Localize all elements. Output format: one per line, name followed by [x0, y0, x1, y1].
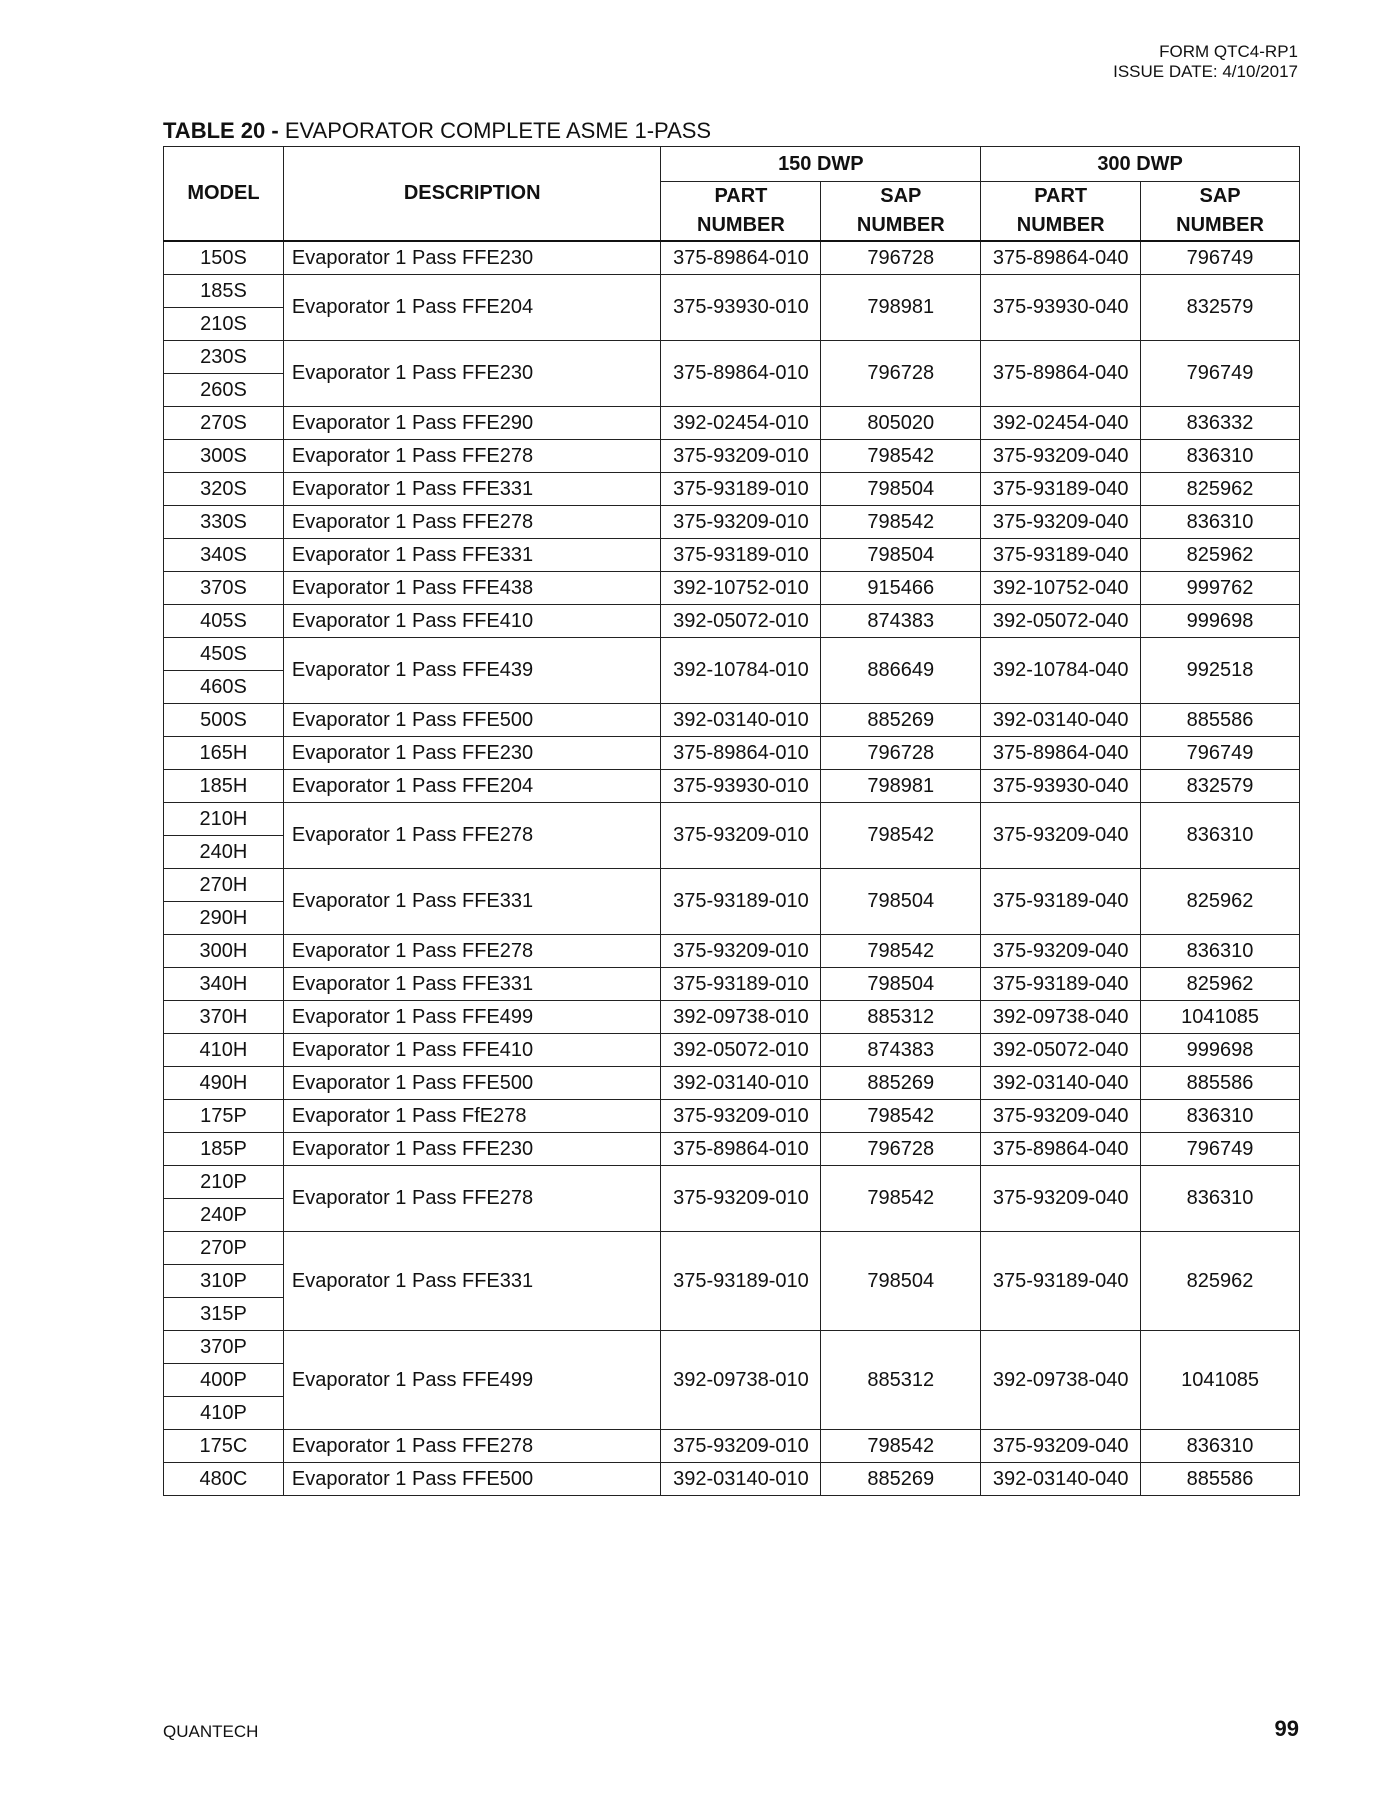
number-label: NUMBER — [697, 214, 785, 236]
part-number-150-cell: 375-93209-010 — [661, 1100, 821, 1133]
description-cell: Evaporator 1 Pass FFE500 — [283, 1463, 661, 1496]
part-number-300-cell: 375-89864-040 — [981, 341, 1141, 407]
model-cell: 210S — [164, 308, 284, 341]
part-number-300-cell: 392-10752-040 — [981, 572, 1141, 605]
table-row — [164, 638, 1300, 671]
sap-number-300-cell: 836310 — [1141, 1100, 1300, 1133]
sap-label: SAP — [880, 185, 922, 207]
model-cell: 270P — [164, 1232, 284, 1265]
sap-number-150-cell: 798504 — [821, 1232, 981, 1331]
part-number-300-cell: 375-93209-040 — [981, 1166, 1141, 1232]
table-row — [164, 1331, 1300, 1364]
sap-number-150-cell: 885312 — [821, 1001, 981, 1034]
page-number: 99 — [1274, 1716, 1299, 1741]
sap-number-150-cell: 798504 — [821, 473, 981, 506]
part-number-150-cell: 375-93209-010 — [661, 1430, 821, 1463]
sap-number-150-header — [821, 182, 981, 242]
description-header: DESCRIPTION — [283, 147, 661, 242]
table-row — [164, 275, 1300, 308]
form-number: FORM QTC4-RP1 — [1159, 42, 1298, 61]
model-cell: 230S — [164, 341, 284, 374]
part-number-150-cell: 375-93189-010 — [661, 539, 821, 572]
page-header — [1113, 42, 1298, 82]
dwp-150-header: 150 DWP — [661, 147, 981, 182]
sap-number-300-cell: 825962 — [1141, 869, 1300, 935]
part-number-150-cell: 375-93189-010 — [661, 869, 821, 935]
part-label: PART — [1034, 185, 1088, 207]
part-label: PART — [714, 185, 768, 207]
sap-number-150-cell: 874383 — [821, 605, 981, 638]
sap-number-150-cell: 798542 — [821, 506, 981, 539]
number-label: NUMBER — [1176, 214, 1264, 236]
table-row — [164, 473, 1300, 506]
issue-date: ISSUE DATE: 4/10/2017 — [1113, 62, 1298, 81]
sap-number-150-cell: 915466 — [821, 572, 981, 605]
sap-number-150-cell: 885269 — [821, 1463, 981, 1496]
table-row — [164, 1232, 1300, 1265]
sap-number-150-cell: 798542 — [821, 1430, 981, 1463]
description-cell: Evaporator 1 Pass FFE230 — [283, 1133, 661, 1166]
sap-number-300-cell: 885586 — [1141, 1463, 1300, 1496]
part-number-150-cell: 375-89864-010 — [661, 341, 821, 407]
sap-number-150-cell: 798504 — [821, 869, 981, 935]
table-row — [164, 407, 1300, 440]
part-number-300-cell: 375-93189-040 — [981, 968, 1141, 1001]
model-cell: 270S — [164, 407, 284, 440]
model-cell: 240P — [164, 1199, 284, 1232]
sap-number-150-cell: 796728 — [821, 241, 981, 275]
table-row — [164, 737, 1300, 770]
model-cell: 240H — [164, 836, 284, 869]
part-number-150-cell: 375-89864-010 — [661, 241, 821, 275]
description-cell: Evaporator 1 Pass FFE278 — [283, 440, 661, 473]
sap-number-300-cell: 999698 — [1141, 605, 1300, 638]
description-cell: Evaporator 1 Pass FFE331 — [283, 539, 661, 572]
sap-number-150-cell: 874383 — [821, 1034, 981, 1067]
sap-label: SAP — [1199, 185, 1241, 207]
description-cell: Evaporator 1 Pass FFE499 — [283, 1001, 661, 1034]
table-number: TABLE 20 - — [163, 118, 279, 143]
part-number-150-cell: 375-93209-010 — [661, 1166, 821, 1232]
part-number-300-cell: 392-02454-040 — [981, 407, 1141, 440]
model-cell: 310P — [164, 1265, 284, 1298]
part-number-300-header — [981, 182, 1141, 242]
model-header: MODEL — [164, 147, 284, 242]
sap-number-300-cell: 825962 — [1141, 1232, 1300, 1331]
sap-number-150-cell: 886649 — [821, 638, 981, 704]
part-number-150-cell: 392-10784-010 — [661, 638, 821, 704]
sap-number-300-cell: 796749 — [1141, 241, 1300, 275]
sap-number-300-cell: 825962 — [1141, 539, 1300, 572]
part-number-300-cell: 375-93209-040 — [981, 803, 1141, 869]
part-number-150-cell: 375-93209-010 — [661, 803, 821, 869]
model-cell: 290H — [164, 902, 284, 935]
sap-number-300-cell: 1041085 — [1141, 1001, 1300, 1034]
sap-number-300-cell: 836310 — [1141, 440, 1300, 473]
part-number-150-cell: 392-05072-010 — [661, 605, 821, 638]
sap-number-150-cell: 798542 — [821, 935, 981, 968]
part-number-150-cell: 392-09738-010 — [661, 1001, 821, 1034]
part-number-150-cell: 392-03140-010 — [661, 1463, 821, 1496]
description-cell: Evaporator 1 Pass FFE439 — [283, 638, 661, 704]
part-number-150-cell: 392-02454-010 — [661, 407, 821, 440]
part-number-300-cell: 375-89864-040 — [981, 1133, 1141, 1166]
table-title — [163, 118, 711, 144]
table-row — [164, 440, 1300, 473]
description-cell: Evaporator 1 Pass FFE290 — [283, 407, 661, 440]
model-cell: 410H — [164, 1034, 284, 1067]
table-row — [164, 605, 1300, 638]
part-number-150-cell: 375-93209-010 — [661, 440, 821, 473]
part-number-300-cell: 392-03140-040 — [981, 1463, 1141, 1496]
description-cell: Evaporator 1 Pass FFE331 — [283, 869, 661, 935]
part-number-300-cell: 392-05072-040 — [981, 605, 1141, 638]
part-number-150-cell: 375-89864-010 — [661, 737, 821, 770]
model-cell: 210H — [164, 803, 284, 836]
sap-number-300-cell: 885586 — [1141, 1067, 1300, 1100]
sap-number-150-cell: 798542 — [821, 440, 981, 473]
part-number-150-cell: 392-03140-010 — [661, 1067, 821, 1100]
sap-number-150-cell: 805020 — [821, 407, 981, 440]
sap-number-300-cell: 836310 — [1141, 506, 1300, 539]
table-row — [164, 803, 1300, 836]
table-body — [164, 241, 1300, 1496]
table-row — [164, 241, 1300, 275]
part-number-300-cell: 375-93209-040 — [981, 935, 1141, 968]
part-number-300-cell: 392-09738-040 — [981, 1331, 1141, 1430]
description-cell: Evaporator 1 Pass FFE278 — [283, 935, 661, 968]
part-number-300-cell: 392-03140-040 — [981, 1067, 1141, 1100]
sap-number-150-cell: 798504 — [821, 968, 981, 1001]
number-label: NUMBER — [856, 214, 945, 236]
part-number-150-cell: 375-93189-010 — [661, 968, 821, 1001]
model-cell: 315P — [164, 1298, 284, 1331]
table-row — [164, 572, 1300, 605]
sap-number-300-cell: 836310 — [1141, 803, 1300, 869]
part-number-300-cell: 392-03140-040 — [981, 704, 1141, 737]
part-number-150-cell: 375-89864-010 — [661, 1133, 821, 1166]
table-row — [164, 1430, 1300, 1463]
sap-number-150-cell: 796728 — [821, 737, 981, 770]
sap-number-150-cell: 798542 — [821, 1100, 981, 1133]
part-number-300-cell: 375-93189-040 — [981, 869, 1141, 935]
sap-number-300-cell: 1041085 — [1141, 1331, 1300, 1430]
part-number-300-cell: 392-10784-040 — [981, 638, 1141, 704]
description-cell: Evaporator 1 Pass FFE331 — [283, 968, 661, 1001]
sap-number-300-cell: 796749 — [1141, 737, 1300, 770]
model-cell: 400P — [164, 1364, 284, 1397]
table-row — [164, 539, 1300, 572]
sap-number-300-cell: 836332 — [1141, 407, 1300, 440]
description-cell: Evaporator 1 Pass FFE230 — [283, 241, 661, 275]
part-number-150-header — [661, 182, 821, 242]
part-number-300-cell: 375-93209-040 — [981, 1430, 1141, 1463]
description-cell: Evaporator 1 Pass FFE499 — [283, 1331, 661, 1430]
sap-number-150-cell: 796728 — [821, 341, 981, 407]
sap-number-150-cell: 798981 — [821, 770, 981, 803]
model-cell: 370P — [164, 1331, 284, 1364]
sap-number-150-cell: 798504 — [821, 539, 981, 572]
model-cell: 300S — [164, 440, 284, 473]
description-cell: Evaporator 1 Pass FFE278 — [283, 506, 661, 539]
model-cell: 185P — [164, 1133, 284, 1166]
part-number-300-cell: 375-89864-040 — [981, 241, 1141, 275]
model-cell: 460S — [164, 671, 284, 704]
table-row — [164, 341, 1300, 374]
model-cell: 480C — [164, 1463, 284, 1496]
sap-number-300-cell: 992518 — [1141, 638, 1300, 704]
model-cell: 175P — [164, 1100, 284, 1133]
model-cell: 340H — [164, 968, 284, 1001]
table-row — [164, 704, 1300, 737]
description-cell: Evaporator 1 Pass FFE438 — [283, 572, 661, 605]
part-number-300-cell: 375-93189-040 — [981, 1232, 1141, 1331]
model-cell: 330S — [164, 506, 284, 539]
part-number-300-cell: 375-93209-040 — [981, 1100, 1141, 1133]
part-number-150-cell: 375-93209-010 — [661, 506, 821, 539]
sap-number-150-cell: 798542 — [821, 803, 981, 869]
dwp-300-header: 300 DWP — [981, 147, 1300, 182]
part-number-150-cell: 375-93189-010 — [661, 1232, 821, 1331]
model-cell: 165H — [164, 737, 284, 770]
footer-brand: QUANTECH — [163, 1722, 259, 1741]
description-cell: Evaporator 1 Pass FFE500 — [283, 1067, 661, 1100]
model-cell: 300H — [164, 935, 284, 968]
model-cell: 270H — [164, 869, 284, 902]
model-cell: 260S — [164, 374, 284, 407]
model-cell: 370H — [164, 1001, 284, 1034]
number-label: NUMBER — [1016, 214, 1105, 236]
sap-number-150-cell: 885269 — [821, 1067, 981, 1100]
table-row — [164, 1034, 1300, 1067]
description-cell: Evaporator 1 Pass FFE331 — [283, 1232, 661, 1331]
sap-number-300-cell: 999698 — [1141, 1034, 1300, 1067]
table-row — [164, 869, 1300, 902]
model-cell: 210P — [164, 1166, 284, 1199]
part-number-150-cell: 375-93189-010 — [661, 473, 821, 506]
part-number-300-cell: 375-93189-040 — [981, 539, 1141, 572]
part-number-300-cell: 392-09738-040 — [981, 1001, 1141, 1034]
sap-number-150-cell: 798981 — [821, 275, 981, 341]
table-row — [164, 935, 1300, 968]
model-cell: 175C — [164, 1430, 284, 1463]
part-number-150-cell: 392-09738-010 — [661, 1331, 821, 1430]
sap-number-300-cell: 796749 — [1141, 341, 1300, 407]
sap-number-300-cell: 836310 — [1141, 935, 1300, 968]
evaporator-parts-table — [163, 146, 1300, 1496]
table-row — [164, 1001, 1300, 1034]
part-number-300-cell: 375-93209-040 — [981, 506, 1141, 539]
part-number-150-cell: 392-03140-010 — [661, 704, 821, 737]
description-cell: Evaporator 1 Pass FFE500 — [283, 704, 661, 737]
table-caption: EVAPORATOR COMPLETE ASME 1-PASS — [278, 118, 712, 143]
sap-number-300-cell: 885586 — [1141, 704, 1300, 737]
sap-number-300-cell: 796749 — [1141, 1133, 1300, 1166]
part-number-300-cell: 375-93930-040 — [981, 275, 1141, 341]
description-cell: Evaporator 1 Pass FFE331 — [283, 473, 661, 506]
description-cell: Evaporator 1 Pass FFE230 — [283, 737, 661, 770]
description-cell: Evaporator 1 Pass FFE204 — [283, 275, 661, 341]
part-number-300-cell: 375-93209-040 — [981, 440, 1141, 473]
table-row — [164, 1166, 1300, 1199]
description-cell: Evaporator 1 Pass FFE410 — [283, 605, 661, 638]
description-cell: Evaporator 1 Pass FFE278 — [283, 803, 661, 869]
model-cell: 185H — [164, 770, 284, 803]
description-cell: Evaporator 1 Pass FFE410 — [283, 1034, 661, 1067]
model-cell: 370S — [164, 572, 284, 605]
table-row — [164, 1463, 1300, 1496]
description-cell: Evaporator 1 Pass FfE278 — [283, 1100, 661, 1133]
sap-number-300-cell: 832579 — [1141, 770, 1300, 803]
description-cell: Evaporator 1 Pass FFE278 — [283, 1166, 661, 1232]
description-cell: Evaporator 1 Pass FFE278 — [283, 1430, 661, 1463]
model-cell: 410P — [164, 1397, 284, 1430]
table-row — [164, 1133, 1300, 1166]
model-cell: 490H — [164, 1067, 284, 1100]
table-row — [164, 1100, 1300, 1133]
model-cell: 340S — [164, 539, 284, 572]
part-number-300-cell: 375-93189-040 — [981, 473, 1141, 506]
sap-number-300-cell: 836310 — [1141, 1430, 1300, 1463]
table-row — [164, 770, 1300, 803]
sap-number-300-cell: 836310 — [1141, 1166, 1300, 1232]
model-cell: 150S — [164, 241, 284, 275]
part-number-300-cell: 375-89864-040 — [981, 737, 1141, 770]
table-row — [164, 1067, 1300, 1100]
sap-number-300-cell: 825962 — [1141, 473, 1300, 506]
sap-number-150-cell: 796728 — [821, 1133, 981, 1166]
description-cell: Evaporator 1 Pass FFE204 — [283, 770, 661, 803]
part-number-300-cell: 375-93930-040 — [981, 770, 1141, 803]
sap-number-150-cell: 798542 — [821, 1166, 981, 1232]
part-number-150-cell: 375-93930-010 — [661, 275, 821, 341]
part-number-150-cell: 392-05072-010 — [661, 1034, 821, 1067]
sap-number-150-cell: 885312 — [821, 1331, 981, 1430]
description-cell: Evaporator 1 Pass FFE230 — [283, 341, 661, 407]
sap-number-300-cell: 825962 — [1141, 968, 1300, 1001]
part-number-150-cell: 375-93209-010 — [661, 935, 821, 968]
model-cell: 320S — [164, 473, 284, 506]
sap-number-300-cell: 832579 — [1141, 275, 1300, 341]
sap-number-300-cell: 999762 — [1141, 572, 1300, 605]
table-row — [164, 968, 1300, 1001]
model-cell: 450S — [164, 638, 284, 671]
model-cell: 405S — [164, 605, 284, 638]
model-cell: 185S — [164, 275, 284, 308]
model-cell: 500S — [164, 704, 284, 737]
sap-number-150-cell: 885269 — [821, 704, 981, 737]
sap-number-300-header — [1141, 182, 1300, 242]
part-number-150-cell: 392-10752-010 — [661, 572, 821, 605]
part-number-300-cell: 392-05072-040 — [981, 1034, 1141, 1067]
table-row — [164, 506, 1300, 539]
part-number-150-cell: 375-93930-010 — [661, 770, 821, 803]
